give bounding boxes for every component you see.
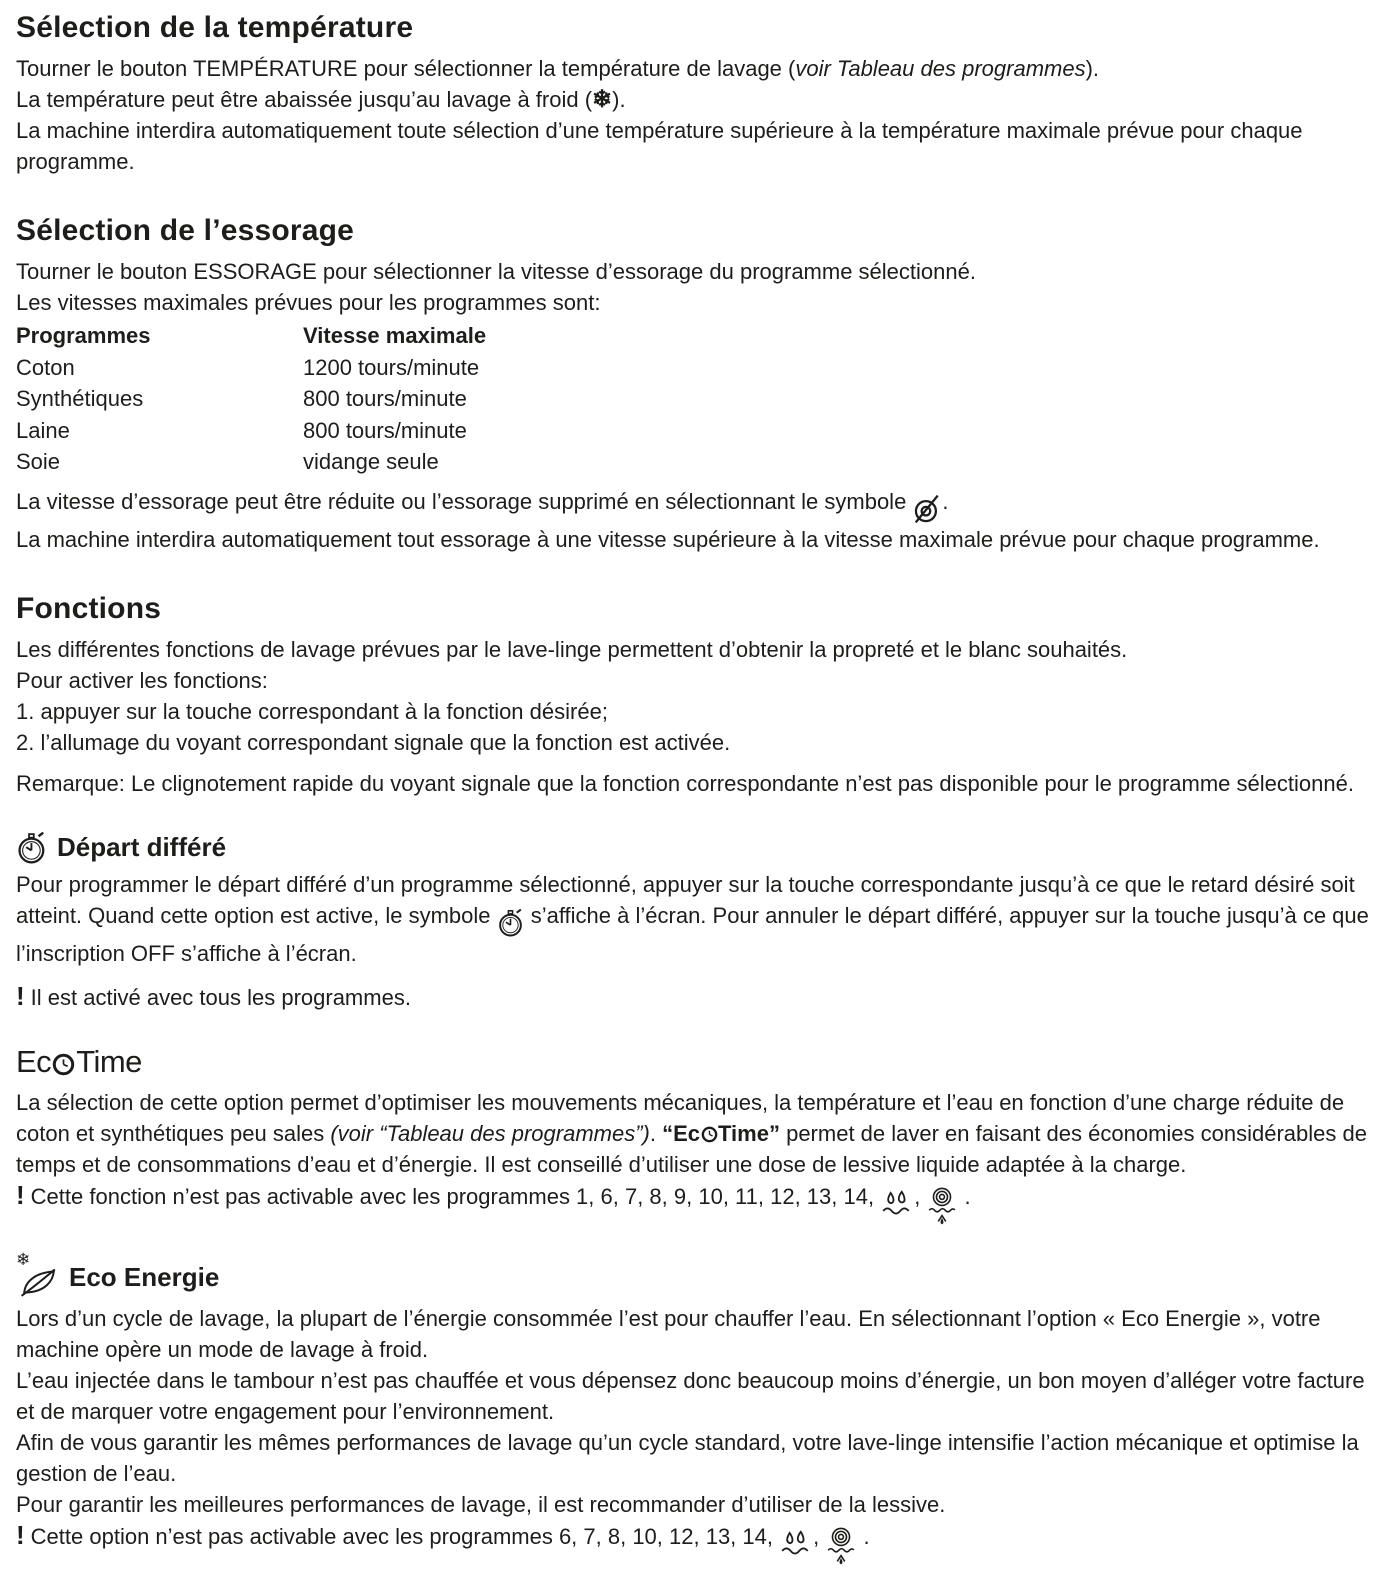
snowflake-icon: ❄ bbox=[16, 1250, 31, 1270]
temperature-p3: La machine interdira automatiquement toute sélection d’une température supérieure à la température maximale prévue pour chaque programme. bbox=[16, 118, 1303, 174]
depart-differe-heading bbox=[16, 829, 1380, 866]
essorage-p1: Tourner le bouton ESSORAGE pour sélectionner la vitesse d’essorage du programme sélectionné. bbox=[16, 259, 976, 284]
ecotime-logo-text: Ec bbox=[16, 1044, 52, 1080]
ecotime-p1 bbox=[16, 1087, 1380, 1180]
warning-mark: ! bbox=[16, 1520, 25, 1551]
text: Cette option n’est pas activable avec les programmes 6, 7, 8, 10, 12, 13, 14, bbox=[30, 1524, 780, 1550]
eco-energie-p1: Lors d’un cycle de lavage, la plupart de l’énergie consommée l’est pour chauffer l’eau. En sélectionnant l’option « Eco Energie », votre machine opère un mode de lavage à froid. bbox=[16, 1306, 1321, 1363]
text-italic: voir Tableau des programmes bbox=[795, 56, 1086, 81]
text: . bbox=[942, 488, 949, 514]
fonctions-item1: 1. appuyer sur la touche correspondant à la fonction désirée; bbox=[16, 698, 608, 724]
section-eco-energie bbox=[16, 1250, 1380, 1565]
ecotime-brand bbox=[662, 1121, 780, 1146]
fonctions-title: Fonctions bbox=[16, 591, 162, 625]
col-header-programmes: Programmes bbox=[16, 323, 151, 348]
fonctions-remark: Remarque: Le clignotement rapide du voyant signale que la fonction correspondante n’est pas disponible pour le programme sélectionné. bbox=[16, 770, 1354, 796]
cell-program: Laine bbox=[16, 417, 70, 443]
section-ecotime bbox=[16, 1043, 1380, 1225]
warning-mark: ! bbox=[16, 981, 25, 1012]
warning-mark: ! bbox=[16, 1180, 25, 1211]
section-essorage bbox=[16, 213, 1380, 555]
section-depart-differe bbox=[16, 829, 1380, 1014]
text: “Ec bbox=[662, 1121, 701, 1147]
ecotime-clock-icon bbox=[700, 1121, 718, 1146]
text: La sélection de cette option permet d’optimiser les mouvements mécaniques, la température et l’eau en fonction d’une charge réduite de coton et synthétiques peu sales bbox=[16, 1090, 1345, 1147]
spin-drain-icon bbox=[825, 1527, 857, 1565]
eco-energie-title: Eco Energie bbox=[69, 1262, 220, 1293]
eco-energie-heading bbox=[16, 1250, 1380, 1299]
depart-differe-title: Départ différé bbox=[57, 831, 227, 862]
section-fonctions bbox=[16, 591, 1380, 799]
spin-drain-icon bbox=[926, 1187, 958, 1225]
delayed-start-stopwatch-icon bbox=[16, 829, 48, 866]
temperature-p1 bbox=[16, 53, 1380, 84]
table-row bbox=[16, 446, 1380, 478]
cell-speed: 800 tours/minute bbox=[303, 386, 467, 411]
cell-program: Coton bbox=[16, 354, 75, 380]
text: . bbox=[857, 1524, 870, 1550]
text: , bbox=[914, 1184, 927, 1210]
ecotime-warning bbox=[16, 1180, 1380, 1225]
ecotime-logo-text: Time bbox=[76, 1044, 142, 1080]
cell-program: Soie bbox=[16, 449, 61, 474]
rinse-cycle-icon bbox=[880, 1188, 914, 1219]
fonctions-item2: 2. l’allumage du voyant correspondant signale que la fonction est activée. bbox=[16, 729, 731, 755]
text: Time” bbox=[718, 1121, 780, 1147]
col-header-vitesse: Vitesse maximale bbox=[303, 323, 487, 348]
essorage-p2: Les vitesses maximales prévues pour les programmes sont: bbox=[16, 290, 601, 315]
eco-energie-warning bbox=[16, 1520, 1380, 1565]
text-italic: (voir “Tableau des programmes”) bbox=[330, 1121, 650, 1147]
text: permet de laver en faisant des économies considérables de temps et de consommations d’eau et d’énergie. Il est conseillé d’utiliser une dose de lessive liquide adaptée à la charge. bbox=[16, 1121, 1367, 1178]
table-row bbox=[16, 352, 1380, 384]
text: s’affiche à l’écran. Pour annuler le départ différé, appuyer sur la touche jusqu’à ce que l’inscription OFF s’affiche à l’écran. bbox=[16, 903, 1369, 967]
ecotime-logo bbox=[16, 1043, 1380, 1081]
depart-differe-p1 bbox=[16, 869, 1380, 969]
cell-speed: 1200 tours/minute bbox=[303, 354, 480, 380]
text: , bbox=[813, 1524, 826, 1550]
eco-energy-leaf-snowflake-icon bbox=[16, 1250, 60, 1299]
text: . bbox=[649, 1121, 663, 1147]
table-row bbox=[16, 383, 1380, 415]
text: . bbox=[958, 1184, 971, 1210]
fonctions-p2: Pour activer les fonctions: bbox=[16, 667, 268, 693]
essorage-title: Sélection de l’essorage bbox=[16, 214, 355, 247]
table-header-row bbox=[16, 320, 1380, 352]
table-row bbox=[16, 415, 1380, 447]
fonctions-p1: Les différentes fonctions de lavage prévues par le lave-linge permettent d’obtenir la propreté et le blanc souhaités. bbox=[16, 636, 1128, 662]
text: Il est activé avec tous les programmes. bbox=[30, 985, 411, 1011]
cell-program: Synthétiques bbox=[16, 386, 144, 411]
eco-energie-p3: Afin de vous garantir les mêmes performances de lavage qu’un cycle standard, votre lave-linge intensifie l’action mécanique et optimise la gestion de l’eau. bbox=[16, 1430, 1359, 1487]
text: Pour programmer le départ différé d’un programme sélectionné, appuyer sur la touche correspondante jusqu’à ce que le retard désiré soit atteint. Quand cette option est active, le symbole bbox=[16, 872, 1355, 929]
text: La température peut être abaissée jusqu’au lavage à froid ( bbox=[16, 87, 593, 112]
rinse-cycle-icon bbox=[779, 1528, 813, 1559]
no-spin-icon bbox=[912, 493, 942, 524]
cell-speed: 800 tours/minute bbox=[303, 417, 467, 443]
ecotime-clock-icon bbox=[51, 1043, 76, 1081]
eco-energie-p4: Pour garantir les meilleures performances de lavage, il est recommander d’utiliser de la lessive. bbox=[16, 1492, 946, 1518]
delayed-start-stopwatch-icon bbox=[497, 907, 525, 938]
essorage-p4: La machine interdira automatiquement tout essorage à une vitesse supérieure à la vitesse maximale prévue pour chaque programme. bbox=[16, 526, 1320, 552]
section-temperature bbox=[16, 10, 1380, 177]
cell-speed: vidange seule bbox=[303, 449, 439, 474]
text: ). bbox=[1085, 56, 1100, 81]
text: ). bbox=[612, 87, 626, 112]
essorage-p3 bbox=[16, 486, 1380, 524]
temperature-p2 bbox=[16, 84, 1380, 115]
temperature-title: Sélection de la température bbox=[16, 11, 414, 44]
spin-speed-table bbox=[16, 320, 1380, 478]
depart-differe-warning bbox=[16, 981, 1380, 1013]
text: La vitesse d’essorage peut être réduite ou l’essorage supprimé en sélectionnant le symbole bbox=[16, 488, 913, 514]
text: Cette fonction n’est pas activable avec les programmes 1, 6, 7, 8, 9, 10, 11, 12, 13, 14, bbox=[30, 1184, 881, 1210]
cold-wash-snowflake-icon: ❄ bbox=[592, 86, 613, 113]
text: Tourner le bouton TEMPÉRATURE pour sélectionner la température de lavage ( bbox=[16, 56, 796, 81]
eco-energie-p2: L’eau injectée dans le tambour n’est pas chauffée et vous dépensez donc beaucoup moins d’énergie, un bon moyen d’alléger votre facture et de marquer votre engagement pour l’environnement. bbox=[16, 1368, 1365, 1425]
